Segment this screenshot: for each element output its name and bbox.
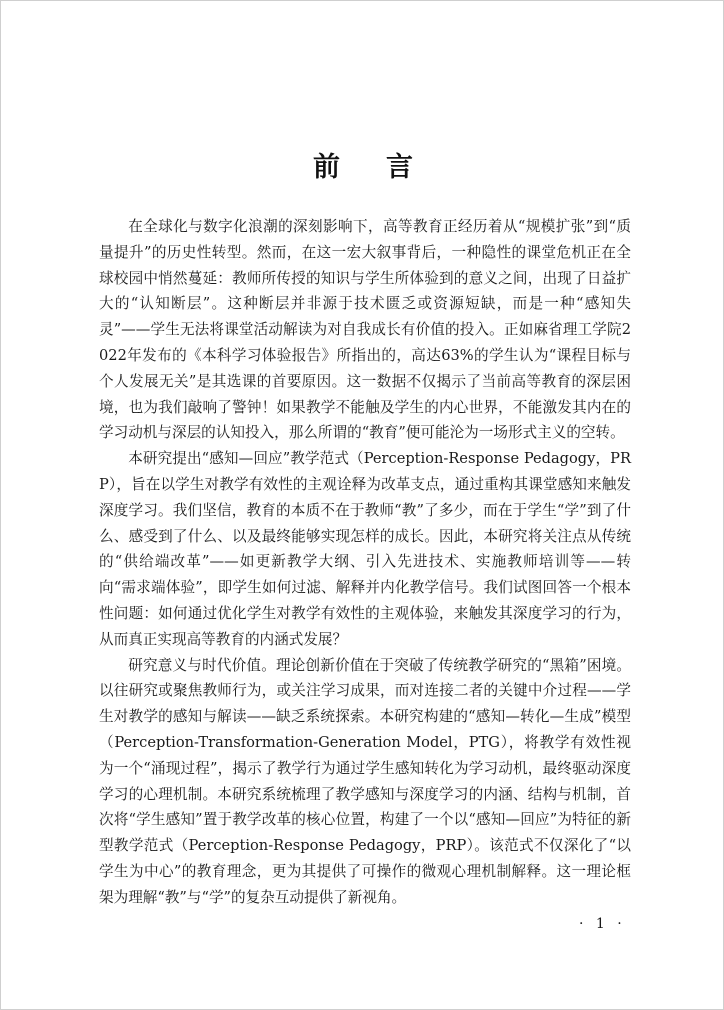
page-title: 前言: [313, 152, 459, 183]
paragraph-significance: 研究意义与时代价值。理论创新价值在于突破了传统教学研究的“黑箱”困境。以往研究或聚焦教师行为，或关注学习成果，而对连接二者的关键中介过程——学生对教学的感知与解读——缺乏系统探索。本研究构建的“感知—转化—生成”模型（Perception-Transformation-Generation Model，PTG），将教学有效性视为一个“涌现过程”，揭示了教学行为通过学生感知转化为学习动机，最终驱动深度学习的心理机制。本研究系统梳理了教学感知与深度学习的内涵、结构与机制，首次将“学生感知”置于教学改革的核心位置，构建了一个以“感知—回应”为特征的新型教学范式（Perception-Response Pedagogy，PRP）。该范式不仅深化了“以学生为中心”的教育理念，更为其提供了可操作的微观心理机制解释。这一理论框架为理解“教”与“学”的复杂互动提供了新视角。: [99, 656, 631, 906]
paragraph-research-proposal: 本研究提出“感知—回应”教学范式（Perception-Response Pedagogy，PRP），旨在以学生对教学有效性的主观诠释为改革支点，通过重构其课堂感知来触发深度学习。我们坚信，教育的本质不在于教师“教”了多少，而在于学生“学”到了什么、感受到了什么、以及最终能够实现怎样的成长。因此，本研究将关注点从传统的“供给端改革”——如更新教学大纲、引入先进技术、实施教师培训等——转向“需求端体验”，即学生如何过滤、解释并内化教学信号。我们试图回答一个根本性问题：如何通过优化学生对教学有效性的主观体验，来触发其深度学习的行为，从而真正实现高等教育的内涵式发展？: [99, 450, 631, 648]
page-number: · 1 ·: [579, 916, 626, 932]
paragraph-intro: 在全球化与数字化浪潮的深刻影响下，高等教育正经历着从“规模扩张”到“质量提升”的历史性转型。然而，在这一宏大叙事背后，一种隐性的课堂危机正在全球校园中悄然蔓延：教师所传授的知识与学生所体验到的意义之间，出现了日益扩大的“认知断层”。这种断层并非源于技术匮乏或资源短缺，而是一种“感知失灵”——学生无法将课堂活动解读为对自我成长有价值的投入。正如麻省理工学院2022年发布的《本科学习体验报告》所指出的，高达63%的学生认为“课程目标与个人发展无关”是其选课的首要原因。这一数据不仅揭示了当前高等教育的深层困境，也为我们敲响了警钟！如果教学不能触及学生的内心世界，不能激发其内在的学习动机与深层的认知投入，那么所谓的“教育”便可能沦为一场形式主义的空转。: [99, 218, 631, 442]
body-text: [99, 214, 631, 911]
